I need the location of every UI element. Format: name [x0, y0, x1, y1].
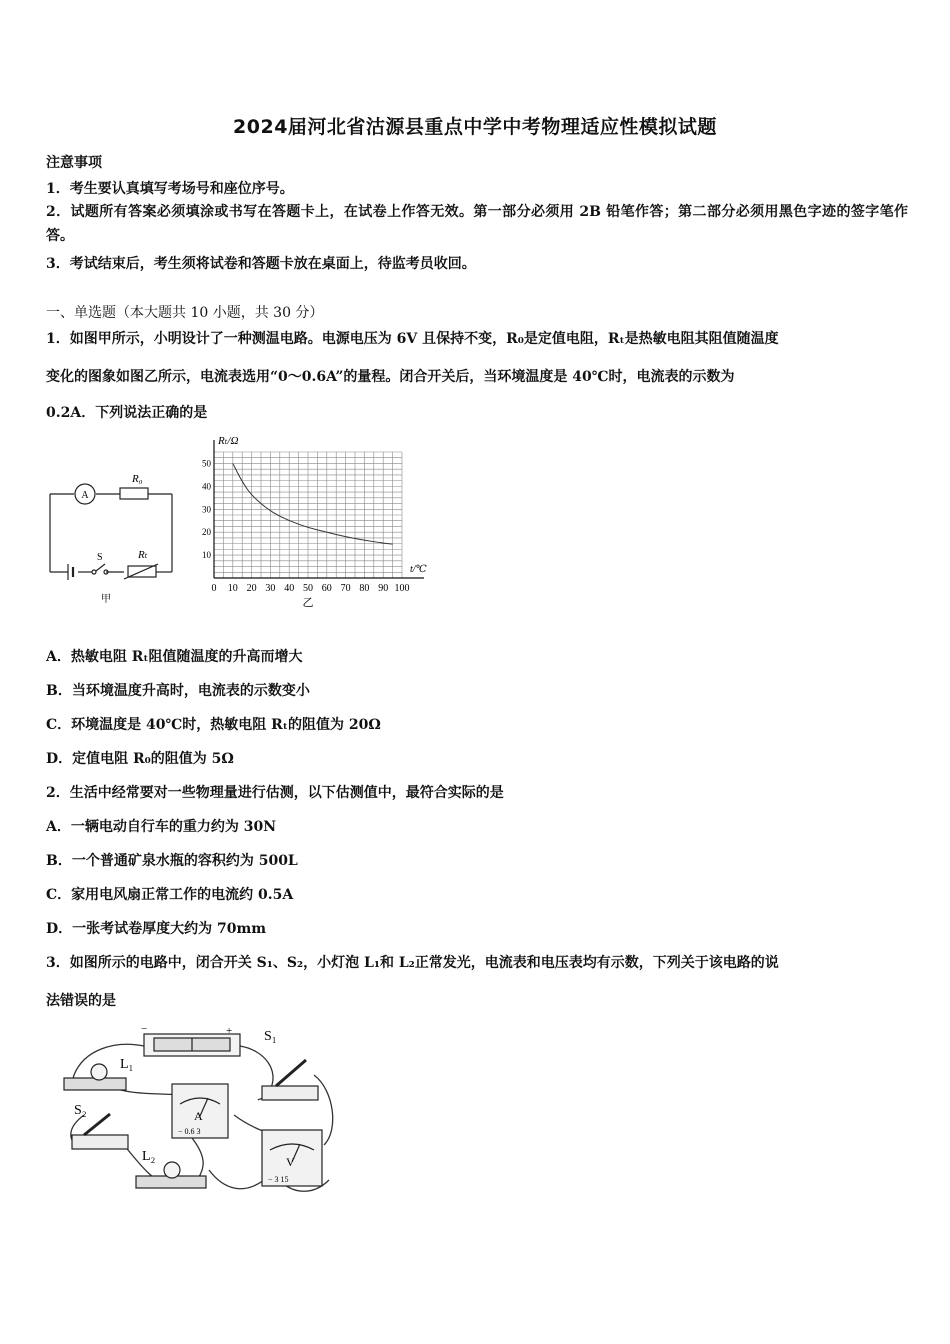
battery-minus-label: − — [141, 1023, 148, 1035]
chart-x-axis-label: t/℃ — [410, 564, 427, 575]
chart-y-tick-label: 20 — [202, 527, 211, 538]
chart-x-tick-label: 100 — [394, 583, 410, 594]
notice-item: 1．考生要认真填写考场号和座位序号。 — [46, 181, 294, 197]
chart-y-tick-label: 50 — [202, 458, 211, 469]
chart-x-tick-label: 90 — [378, 583, 389, 594]
chart-x-tick-label: 10 — [227, 583, 238, 594]
page-title: 2024届河北省沽源县重点中学中考物理适应性模拟试题 — [233, 116, 717, 138]
r0-label: R₀ — [132, 473, 143, 485]
q3-stem-line: 法错误的是 — [46, 993, 116, 1009]
figure-caption-yi: 乙 — [302, 597, 314, 609]
q1-stem-line: 0.2A．下列说法正确的是 — [46, 405, 208, 421]
chart-x-tick-label: 30 — [265, 583, 276, 594]
q1-option-b: B．当环境温度升高时，电流表的示数变小 — [46, 683, 310, 699]
chart-y-tick-label: 10 — [202, 550, 211, 561]
q2-option-b: B．一个普通矿泉水瓶的容积约为 500L — [46, 853, 298, 869]
chart-x-tick-label: 40 — [284, 583, 295, 594]
switch-s2-label: S₂ — [74, 1103, 87, 1118]
chart-x-tick-label: 80 — [359, 583, 370, 594]
chart-y-tick-label: 30 — [202, 504, 211, 515]
q1-circuit-diagram — [44, 462, 184, 607]
rt-label: Rₜ — [138, 549, 148, 561]
chart-x-tick-label: 70 — [340, 583, 351, 594]
voltmeter-label: V — [286, 1155, 295, 1169]
section-heading: 一、单选题（本大题共 10 小题，共 30 分） — [46, 305, 324, 321]
switch-label: S — [97, 552, 103, 563]
chart-x-tick-label: 50 — [303, 583, 313, 594]
q1-stem-line: 1．如图甲所示，小明设计了一种测温电路。电源电压为 6V 且保持不变，R₀是定值电阻，Rₜ是热敏电阻其阻值随温度 — [46, 331, 779, 347]
ammeter-label: A — [194, 1109, 203, 1123]
q3-stem-line: 3．如图所示的电路中，闭合开关 S₁、S₂，小灯泡 L₁和 L₂正常发光，电流表和电压表均有示数，下列关于该电路的说 — [46, 955, 779, 971]
ammeter-label: A — [81, 490, 89, 501]
q3-circuit-illustration — [44, 1020, 344, 1205]
lamp-l1-label: L₁ — [120, 1057, 134, 1072]
q1-option-a: A．热敏电阻 Rₜ阻值随温度的升高而增大 — [46, 649, 303, 665]
ammeter-terminals: − 0.6 3 — [178, 1127, 201, 1136]
q2-stem: 2．生活中经常要对一些物理量进行估测，以下估测值中，最符合实际的是 — [46, 785, 504, 801]
q1-option-d: D．定值电阻 R₀的阻值为 5Ω — [46, 751, 234, 767]
chart-x-tick-label: 0 — [211, 583, 217, 594]
battery-plus-label: + — [226, 1025, 233, 1037]
voltmeter-terminals: − 3 15 — [268, 1175, 289, 1184]
chart-x-tick-label: 20 — [246, 583, 257, 594]
figure-caption-jia: 甲 — [101, 594, 111, 605]
notice-item: 3．考试结束后，考生须将试卷和答题卡放在桌面上，待监考员收回。 — [46, 256, 476, 272]
q2-option-a: A．一辆电动自行车的重力约为 30N — [46, 819, 277, 835]
chart-y-tick-label: 40 — [202, 481, 211, 492]
lamp-l2-label: L₂ — [142, 1149, 156, 1164]
q1-option-c: C．环境温度是 40℃时，热敏电阻 Rₜ的阻值为 20Ω — [46, 717, 381, 733]
chart-x-tick-label: 60 — [321, 583, 332, 594]
chart-y-axis-label: Rₜ/Ω — [218, 435, 239, 447]
switch-s1-label: S₁ — [264, 1029, 277, 1044]
q2-option-c: C．家用电风扇正常工作的电流约 0.5A — [46, 887, 294, 903]
notice-item: 2．试题所有答案必须填涂或书写在答题卡上，在试卷上作答无效。第一部分必须用 2B 铅笔作答；第二部分必须用黑色字迹的签字笔作答。 — [46, 204, 908, 244]
q1-rt-temperature-chart — [196, 430, 446, 615]
q1-stem-line: 变化的图象如图乙所示，电流表选用“0～0.6A”的量程。闭合开关后，当环境温度是 40℃时，电流表的示数为 — [46, 369, 735, 385]
chart-grid — [214, 452, 402, 578]
notice-heading: 注意事项 — [46, 155, 102, 171]
q2-option-d: D．一张考试卷厚度大约为 70mm — [46, 921, 267, 937]
